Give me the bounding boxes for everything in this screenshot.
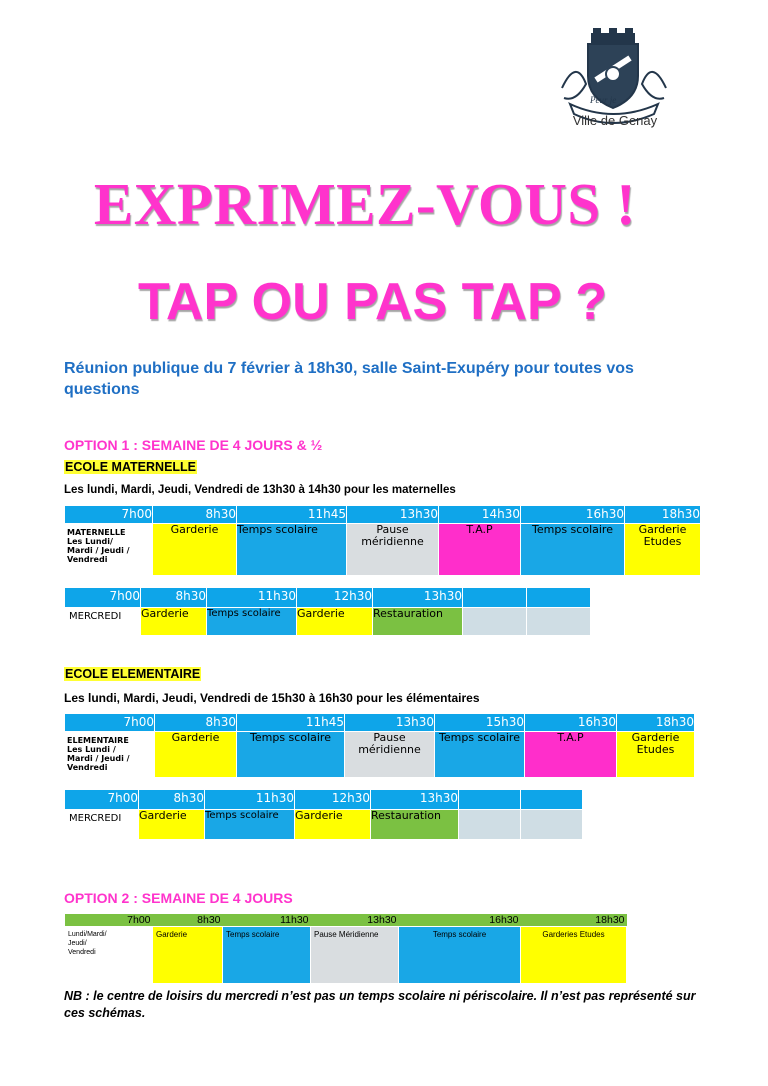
label-line: Vendredi (67, 763, 108, 772)
label-line: ELEMENTAIRE (67, 736, 129, 745)
time-cell: 18h30 (617, 714, 695, 732)
schedule-row (65, 608, 591, 636)
time-header-row (65, 714, 695, 732)
row-label (65, 927, 153, 984)
slot-temps-scolaire: Temps scolaire (435, 732, 525, 778)
elementaire-week-table (64, 713, 695, 778)
time-cell: 12h30 (295, 790, 371, 810)
slot-garderie-etudes: Garderie Etudes (625, 524, 701, 576)
label-line: Mardi / Jeudi / (67, 546, 130, 555)
footnote: NB : le centre de loisirs du mercredi n’est pas un temps scolaire ni périscolaire. Il n’est pas représenté sur ces schémas. (64, 989, 696, 1020)
label-line: Les Lundi/ (67, 537, 113, 546)
slot-garderie: Garderie (141, 608, 207, 636)
time-cell: 12h30 (297, 588, 373, 608)
elementaire-wednesday-table (64, 789, 583, 840)
city-name: Ville de Genay (572, 113, 658, 128)
time-cell (459, 790, 521, 810)
time-cell: 7h00 (65, 506, 153, 524)
label-line: MATERNELLE (67, 528, 126, 537)
label-line: Vendredi (67, 555, 108, 564)
time-cell: 8h30 (153, 914, 223, 927)
row-label (65, 732, 155, 778)
slot-empty (459, 810, 521, 840)
time-cell: 7h00 (65, 588, 141, 608)
slot-garderie: Garderie (153, 524, 237, 576)
slot-garderie: Garderie (297, 608, 373, 636)
schedule-row (65, 927, 627, 984)
row-label: MERCREDI (65, 810, 139, 840)
time-header-row (65, 588, 591, 608)
option2-title: OPTION 2 : SEMAINE DE 4 JOURS (64, 890, 293, 906)
label-line: Jeudi/ (68, 940, 87, 947)
slot-tap: T.A.P (439, 524, 521, 576)
time-cell: 8h30 (141, 588, 207, 608)
slot-restauration: Restauration (373, 608, 463, 636)
time-cell: 16h30 (521, 506, 625, 524)
time-cell: 11h45 (237, 714, 345, 732)
slot-pause: Pause méridienne (345, 732, 435, 778)
slot-empty (521, 810, 583, 840)
slot-garderie: Garderie (295, 810, 371, 840)
main-title: EXPRIMEZ-VOUS ! (93, 171, 637, 237)
slot-garderie: Garderie (153, 927, 223, 984)
time-cell: 8h30 (139, 790, 205, 810)
time-cell: 11h30 (205, 790, 295, 810)
label-line: Lundi/Mardi/ (68, 931, 107, 938)
row-label: MERCREDI (65, 608, 141, 636)
time-cell (521, 790, 583, 810)
time-cell: 11h45 (237, 506, 347, 524)
maternelle-subheading: Les lundi, Mardi, Jeudi, Vendredi de 13h30 à 14h30 pour les maternelles (64, 484, 456, 496)
time-cell: 11h30 (207, 588, 297, 608)
slot-garderie-etudes: Garderie Etudes (617, 732, 695, 778)
time-cell: 14h30 (439, 506, 521, 524)
main-subtitle: TAP OU PAS TAP ? (137, 273, 607, 331)
schedule-row (65, 810, 583, 840)
label-line: Les Lundi / (67, 745, 116, 754)
meeting-info: Réunion publique du 7 février à 18h30, salle Saint-Exupéry pour toutes vos questions (64, 360, 634, 398)
slot-pause: Pause Méridienne (311, 927, 399, 984)
slot-pause: Pause méridienne (347, 524, 439, 576)
time-cell: 18h30 (521, 914, 627, 927)
slot-temps-scolaire: Temps scolaire (399, 927, 521, 984)
maternelle-heading: ECOLE MATERNELLE (65, 460, 197, 474)
slot-temps-scolaire: Temps scolaire (237, 524, 347, 576)
schedule-row (65, 524, 701, 576)
time-cell: 13h30 (311, 914, 399, 927)
time-cell (527, 588, 591, 608)
slot-tap: T.A.P (525, 732, 617, 778)
time-cell: 8h30 (153, 506, 237, 524)
time-header-row (65, 914, 627, 927)
elementaire-subheading: Les lundi, Mardi, Jeudi, Vendredi de 15h30 à 16h30 pour les élémentaires (64, 691, 480, 705)
slot-restauration: Restauration (371, 810, 459, 840)
option2-table (64, 914, 627, 984)
time-cell: 18h30 (625, 506, 701, 524)
row-label (65, 524, 153, 576)
time-cell: 13h30 (371, 790, 459, 810)
time-cell: 7h00 (65, 790, 139, 810)
slot-garderie: Garderie (139, 810, 205, 840)
slot-garderie: Garderie (155, 732, 237, 778)
slot-temps-scolaire: Temps scolaire (205, 810, 295, 840)
time-header-row (65, 506, 701, 524)
time-cell: 8h30 (155, 714, 237, 732)
time-cell (463, 588, 527, 608)
time-cell: 16h30 (525, 714, 617, 732)
time-cell: 13h30 (373, 588, 463, 608)
option1-title: OPTION 1 : SEMAINE DE 4 JOURS & ½ (64, 437, 323, 453)
time-cell: 16h30 (399, 914, 521, 927)
time-cell: 7h00 (65, 914, 153, 927)
slot-temps-scolaire: Temps scolaire (207, 608, 297, 636)
label-line: Vendredi (68, 949, 96, 956)
slot-temps-scolaire: Temps scolaire (223, 927, 311, 984)
time-cell: 13h30 (345, 714, 435, 732)
time-cell: 15h30 (435, 714, 525, 732)
slot-temps-scolaire: Temps scolaire (237, 732, 345, 778)
slot-empty (527, 608, 591, 636)
logo-motto: Peur je (590, 95, 617, 105)
slot-empty (463, 608, 527, 636)
slot-garderie-etudes: Garderies Etudes (521, 927, 627, 984)
label-line: Mardi / Jeudi / (67, 754, 130, 763)
time-cell: 11h30 (223, 914, 311, 927)
slot-temps-scolaire: Temps scolaire (521, 524, 625, 576)
maternelle-wednesday-table (64, 587, 591, 636)
schedule-row (65, 732, 695, 778)
elementaire-heading: ECOLE ELEMENTAIRE (65, 667, 201, 681)
time-cell: 7h00 (65, 714, 155, 732)
time-header-row (65, 790, 583, 810)
time-cell: 13h30 (347, 506, 439, 524)
maternelle-week-table (64, 505, 701, 576)
